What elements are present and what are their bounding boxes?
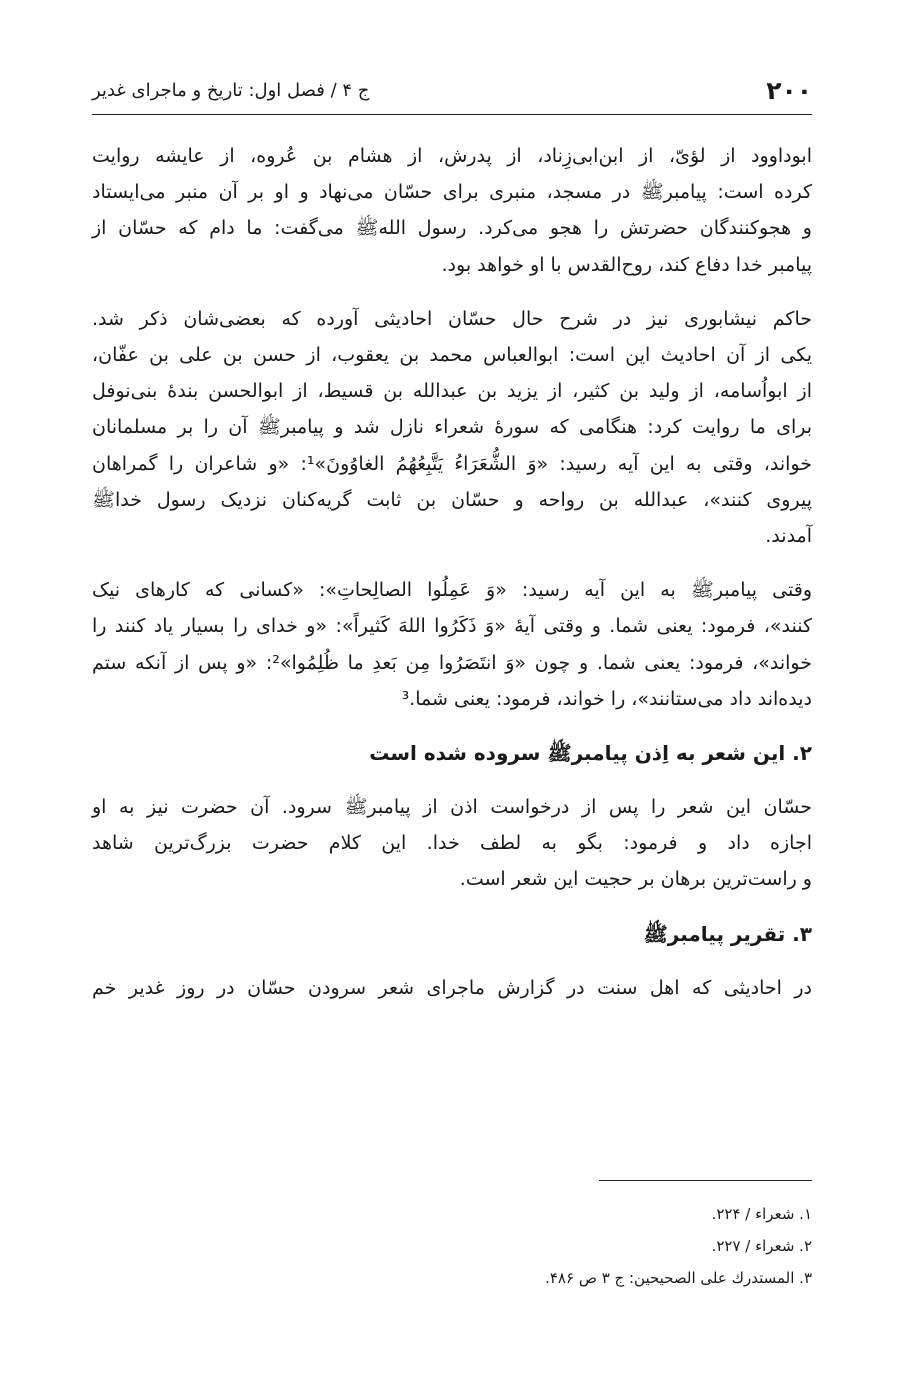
text-line: کنند»، فرمود: یعنی شما. و وقتی آیهٔ «وَ ذَكَرُوا اللهَ كَثيراً»: «و خدای را بسیار یاد کنند را [92, 615, 812, 638]
text-line: یکی از آن احادیث این است: ابوالعباس محمد بن یعقوب، از حسن بن علی بن عفّان، [92, 344, 812, 367]
text-line: و هجوکنندگان حضرتش را هجو می‌کرد. رسول اللهﷺ می‌گفت: ما دام که حسّان از [92, 217, 812, 240]
page-body [92, 138, 812, 1024]
text-line: برای ما روایت کرد: هنگامی که سورهٔ شعراء نازل شد و پیامبرﷺ آن را بر مسلمانان [92, 416, 812, 439]
text-line: پیامبر خدا دفاع کند، روح‌القدس با او خواهد بود. [441, 253, 812, 276]
paragraph-2 [92, 301, 812, 554]
text-line: و راست‌ترین برهان بر حجیت این شعر است. [459, 868, 812, 891]
text-line: دیده‌اند داد می‌ستانند»، را خواند، فرمود: یعنی شما.³ [401, 687, 812, 710]
footnote-1: ۱. شعراء / ۲۲۴. [711, 1205, 812, 1223]
section-heading-2: ۲. این شعر به اِذن پیامبرﷺ سروده شده است [369, 741, 812, 766]
header-divider [92, 114, 812, 115]
footnote-3: ۳. المستدرك على الصحيحين: ج ۳ ص ۴۸۶. [545, 1269, 812, 1287]
text-line: حاکم نیشابوری نیز در شرح حال حسّان احادیثی آورده که بعضی‌شان ذکر شد. [92, 307, 812, 330]
footnote-divider [599, 1180, 812, 1181]
text-line: در احادیثی که اهل سنت در گزارش ماجرای شعر سرودن حسّان در روز غدیر خم [92, 976, 812, 999]
text-line: اجازه داد و فرمود: بگو به لطف خدا. این کلام حضرت بزرگ‌ترین شاهد [92, 832, 812, 855]
footnote-2: ۲. شعراء / ۲۲۷. [711, 1237, 812, 1255]
text-line: حسّان این شعر را پس از درخواست اذن از پیامبرﷺ سرود. آن حضرت نیز به او [92, 796, 812, 819]
section-heading-3: ۳. تقریر پیامبرﷺ [643, 921, 812, 946]
text-line: ابوداوود از لؤیّ، از ابن‌ابی‌زِناد، از پدرش، از هشام بن عُروه، از عایشه روایت [92, 145, 812, 167]
footnotes [312, 1198, 812, 1294]
text-line: آمدند. [765, 525, 812, 548]
paragraph-1 [92, 138, 812, 283]
section-2-paragraph [92, 789, 812, 898]
text-line: پیروی کنند»، عبدالله بن رواحه و حسّان بن ثابت گریه‌کنان نزدیک رسول خداﷺ [92, 488, 812, 511]
running-title: ج ۴ / فصل اول: تاریخ و ماجرای غدیر [92, 80, 370, 101]
paragraph-3 [92, 572, 812, 717]
page-number: ۲۰۰ [766, 76, 812, 105]
text-line: از ابواُسامه، از ولید بن کثیر، از یزید بن عبدالله بن قسیط، از ابوالحسن بندهٔ بنی‌نوفل [92, 380, 812, 403]
text-line: خواند»، فرمود: یعنی شما. و چون «وَ انتَصَرُوا مِن بَعدِ ما ظُلِمُوا»²: «و پس از آنکه ستم [92, 651, 812, 674]
section-3-paragraph [92, 970, 812, 1006]
text-line: کرده است: پیامبرﷺ در مسجد، منبری برای حسّان می‌نهاد و او بر آن منبر می‌ایستاد [92, 181, 812, 204]
text-line: وقتی پیامبرﷺ به این آیه رسید: «وَ عَمِلُوا الصالِحاتِ»: «کسانی که کارهای نیک [92, 579, 812, 602]
text-line: خواند، وقتی به این آیه رسید: «وَ الشُّعَرَاءُ يَتَّبِعُهُمُ الغاوُونَ»¹: «و شاعران را گمراهان [92, 452, 812, 475]
page-header [92, 74, 812, 110]
